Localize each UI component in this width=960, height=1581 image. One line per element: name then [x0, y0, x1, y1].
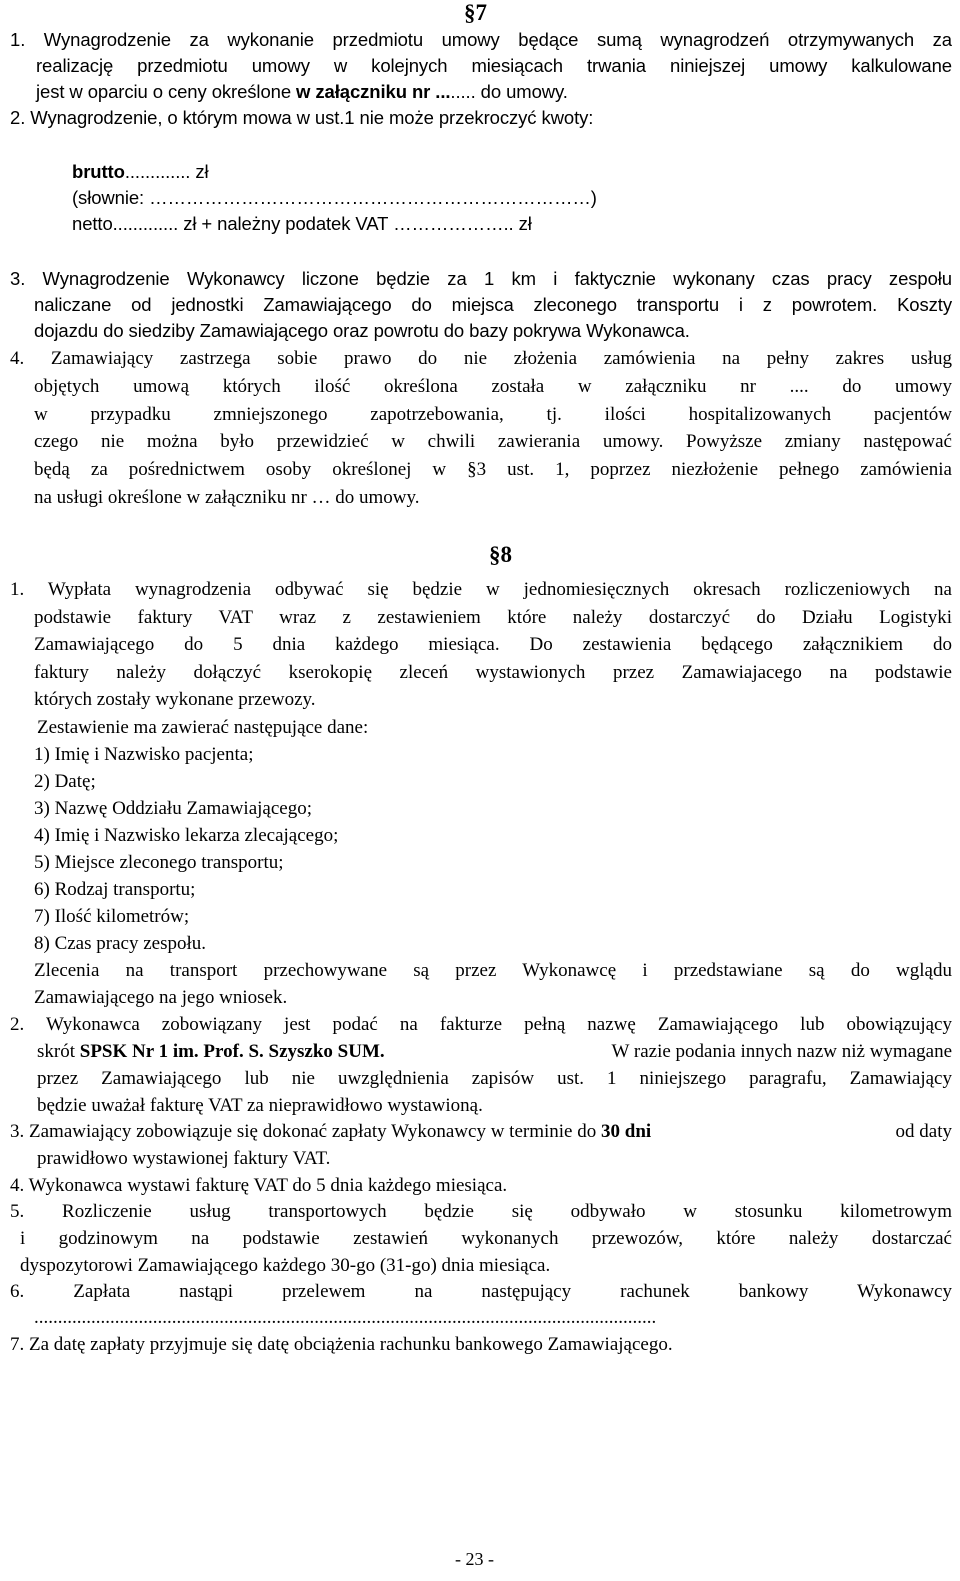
list-item: 5) Miejsce zleconego transportu; [34, 852, 284, 873]
s7-p2: 2. Wynagrodzenie, o którym mowa w ust.1 nie może przekroczyć kwoty: [10, 107, 594, 128]
list-item: 7) Ilość kilometrów; [34, 906, 190, 927]
s8-p7: 7. Za datę zapłaty przyjmuje się datę obciążenia rachunku bankowego Zamawiającego. [10, 1334, 673, 1355]
section-8-heading: §8 [489, 542, 512, 567]
s7-p4-line2: objętych umową których ilość określona została w załączniku nr .... do umowy [34, 376, 952, 397]
zlecenia-line1: Zlecenia na transport przechowywane są przez Wykonawcę i przedstawiane są do wglądu [34, 960, 952, 981]
s7-p4-line3: w przypadku zmniejszonego zapotrzebowania, tj. ilości hospitalizowanych pacjentów [34, 404, 952, 425]
s7-p3-line1: 3. Wynagrodzenie Wykonawcy liczone będzie za 1 km i faktycznie wykonany czas pracy zespołu [10, 268, 952, 289]
bank-account-blank: ................................................................................................................................... [34, 1307, 657, 1328]
s8-p1-line1: 1. Wypłata wynagrodzenia odbywać się będzie w jednomiesięcznych okresach rozliczeniowych na [10, 579, 952, 600]
s8-p2-line2: skrót SPSK Nr 1 im. Prof. S. Szyszko SUM. W razie podania innych nazw niż wymagane [37, 1041, 952, 1062]
s7-p3-line3: dojazdu do siedziby Zamawiającego oraz powrotu do bazy pokrywa Wykonawca. [34, 320, 690, 341]
s8-p1-line2: podstawie faktury VAT wraz z zestawieniem które należy dostarczyć do Działu Logistyki [34, 607, 952, 628]
s8-p4: 4. Wykonawca wystawi fakturę VAT do 5 dnia każdego miesiąca. [10, 1175, 508, 1196]
s7-p3-line2: naliczane od jednostki Zamawiającego do miejsca zleconego transportu i z powrotem. Koszty [34, 294, 952, 315]
s7-p4-line1: 4. Zamawiający zastrzega sobie prawo do nie złożenia zamówienia na pełny zakres usług [10, 348, 952, 369]
slownie-line: (słownie: ………………………………………………………………) [72, 187, 597, 208]
section-7-heading: §7 [464, 0, 487, 25]
s8-p2-line1: 2. Wykonawca zobowiązany jest podać na fakturze pełną nazwę Zamawiającego lub obowiązujący [10, 1014, 952, 1035]
list-item: 3) Nazwę Oddziału Zamawiającego; [34, 798, 313, 819]
list-item: 2) Datę; [34, 771, 96, 792]
hospital-name: SPSK Nr 1 im. Prof. S. Szyszko SUM. [79, 1041, 385, 1062]
s7-p4-line4: czego nie można było przewidzieć w chwili zawierania umowy. Powyższe zmiany następować [34, 431, 952, 452]
brutto-line: brutto............. zł [72, 161, 209, 182]
netto-line: netto............. zł + należny podatek VAT ……………….. zł [72, 213, 532, 234]
s7-p1-line1: 1. Wynagrodzenie za wykonanie przedmiotu umowy będące sumą wynagrodzeń otrzymywanych za [10, 29, 952, 50]
s8-p5-line3: dyspozytorowi Zamawiającego każdego 30-go (31-go) dnia miesiąca. [20, 1255, 551, 1276]
s8-p5-line2: i godzinowym na podstawie zestawień wykonanych przewozów, które należy dostarczać [20, 1228, 952, 1249]
payment-term: 30 dni [601, 1121, 652, 1142]
s8-p3-line1: 3. Zamawiający zobowiązuje się dokonać zapłaty Wykonawcy w terminie do 30 dni od daty [10, 1121, 952, 1142]
s7-p1-line3: jest w oparciu o ceny określone w załączniku nr ........ do umowy. [36, 81, 568, 102]
s8-p2-line3: przez Zamawiającego lub nie uwzględnienia zapisów ust. 1 niniejszego paragrafu, Zamawiający [37, 1068, 952, 1089]
list-item: 4) Imię i Nazwisko lekarza zlecającego; [34, 825, 339, 846]
s7-p4-line5: będą za pośrednictwem osoby określonej w §3 ust. 1, poprzez niezłożenie pełnego zamówienia [34, 459, 952, 480]
list-item: 8) Czas pracy zespołu. [34, 933, 206, 954]
s7-p1-line2: realizację przedmiotu umowy w kolejnych miesiącach trwania niniejszej umowy kalkulowane [36, 55, 952, 76]
list-item: 1) Imię i Nazwisko pacjenta; [34, 744, 254, 765]
s8-p5-line1: 5. Rozliczenie usług transportowych będzie się odbywało w stosunku kilometrowym [10, 1201, 952, 1222]
s7-p4-line6: na usługi określone w załączniku nr … do umowy. [34, 487, 420, 508]
s8-p1-line5: których zostały wykonane przewozy. [34, 689, 316, 710]
s8-p1-line4: faktury należy dołączyć kserokopię zleceń wystawionych przez Zamawiajacego na podstawie [34, 662, 952, 683]
s8-p3-line2: prawidłowo wystawionej faktury VAT. [37, 1148, 331, 1169]
s8-p6-line1: 6. Zapłata nastąpi przelewem na następujący rachunek bankowy Wykonawcy [10, 1281, 952, 1302]
zlecenia-line2: Zamawiającego na jego wniosek. [34, 987, 288, 1008]
page-number: - 23 - [455, 1549, 494, 1569]
list-intro: Zestawienie ma zawierać następujące dane: [37, 717, 369, 738]
s8-p2-line4: będzie uważał fakturę VAT za nieprawidłowo wystawioną. [37, 1095, 483, 1116]
s8-p1-line3: Zamawiającego do 5 dnia każdego miesiąca. Do zestawienia będącego załącznikiem do [34, 634, 952, 655]
list-item: 6) Rodzaj transportu; [34, 879, 196, 900]
